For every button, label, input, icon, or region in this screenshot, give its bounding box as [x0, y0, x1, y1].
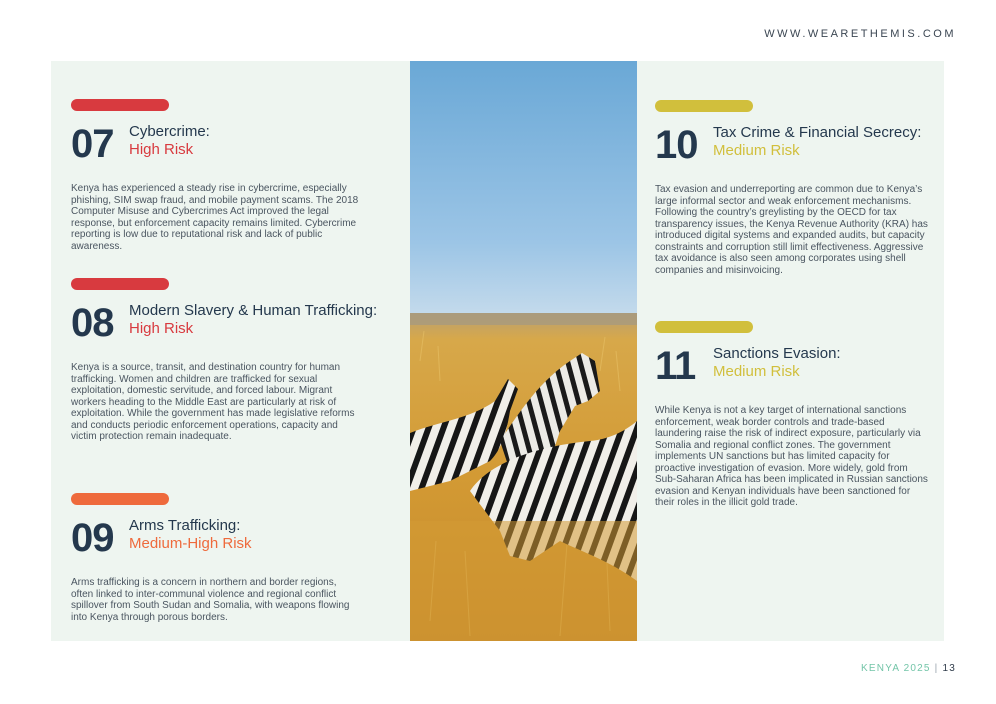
- section-title: Arms Trafficking:: [129, 517, 241, 534]
- section-sanctions-evasion: [655, 321, 930, 509]
- risk-bar: [655, 100, 753, 112]
- section-number: 07: [71, 122, 114, 166]
- section-tax-crime: [655, 100, 930, 276]
- section-body: Kenya has experienced a steady rise in cybercrime, especially phishing, SIM swap fraud, and mobile payment scams. The 2018 Computer Misuse and Cybercrimes Act improved the legal response, but enforcement capacity remains limited. Cybercrime reporting is low due to reputational risk and lack of public awareness.: [71, 183, 359, 252]
- site-url: WWW.WEARETHEMIS.COM: [764, 28, 956, 40]
- page-footer: [861, 663, 956, 674]
- section-title: Modern Slavery & Human Trafficking:: [129, 302, 378, 319]
- section-number: 11: [655, 344, 696, 388]
- risk-bar: [71, 99, 169, 111]
- section-arms-trafficking: [71, 493, 361, 623]
- section-body: Arms trafficking is a concern in northern and border regions, often linked to inter-communal violence and regional conflict spillover from South Sudan and Somalia, with weapons flowing into Kenya through porous borders.: [71, 577, 350, 623]
- section-title: Cybercrime:: [129, 123, 210, 140]
- section-title: Tax Crime & Financial Secrecy:: [713, 124, 922, 141]
- footer-separator: |: [934, 663, 939, 674]
- risk-level: Medium Risk: [713, 363, 800, 380]
- zebra-photo: [410, 61, 637, 641]
- section-body: While Kenya is not a key target of international sanctions enforcement, weak border controls and trade-based laundering raise the risk of indirect exposure, particularly via Somalia and regional conflict zones. The government implements UN sanctions but has limited capacity for proactive investigation of evasion. More widely, gold from Sub-Saharan Africa has been implicated in Russian sanctions evasion and Kenyan individuals have been sanctioned for their roles in the illicit gold trade.: [655, 405, 928, 508]
- section-number: 10: [655, 123, 698, 167]
- risk-level: High Risk: [129, 320, 194, 337]
- section-body: Kenya is a source, transit, and destination country for human trafficking. Women and children are trafficked for sexual exploitation, domestic servitude, and forced labour. Migrant workers heading to the Middle East are particularly at risk of exploitation. While the government has made legislative reforms and conducts periodic enforcement operations, capacity and victim protection remain inadequate.: [71, 362, 355, 442]
- section-body: Tax evasion and underreporting are common due to Kenya’s large informal sector and weak enforcement mechanisms. Following the country’s greylisting by the OECD for tax transparency issues, the Kenya Revenue Authority (KRA) has introduced digital systems and expanded audits, but capacity constraints and corruption still limit effectiveness. Aggressive tax avoidance is also seen among corporates using shell companies and misinvoicing.: [655, 184, 928, 276]
- risk-bar: [71, 278, 169, 290]
- section-number: 08: [71, 301, 114, 345]
- section-title: Sanctions Evasion:: [713, 345, 841, 362]
- section-cybercrime: [71, 99, 361, 252]
- page-number: 13: [942, 663, 956, 674]
- risk-bar: [71, 493, 169, 505]
- risk-level: Medium-High Risk: [129, 535, 252, 552]
- footer-label: KENYA 2025: [861, 663, 931, 674]
- risk-level: Medium Risk: [713, 142, 800, 159]
- risk-bar: [655, 321, 753, 333]
- section-number: 09: [71, 516, 114, 560]
- risk-level: High Risk: [129, 141, 194, 158]
- section-modern-slavery: [71, 278, 378, 443]
